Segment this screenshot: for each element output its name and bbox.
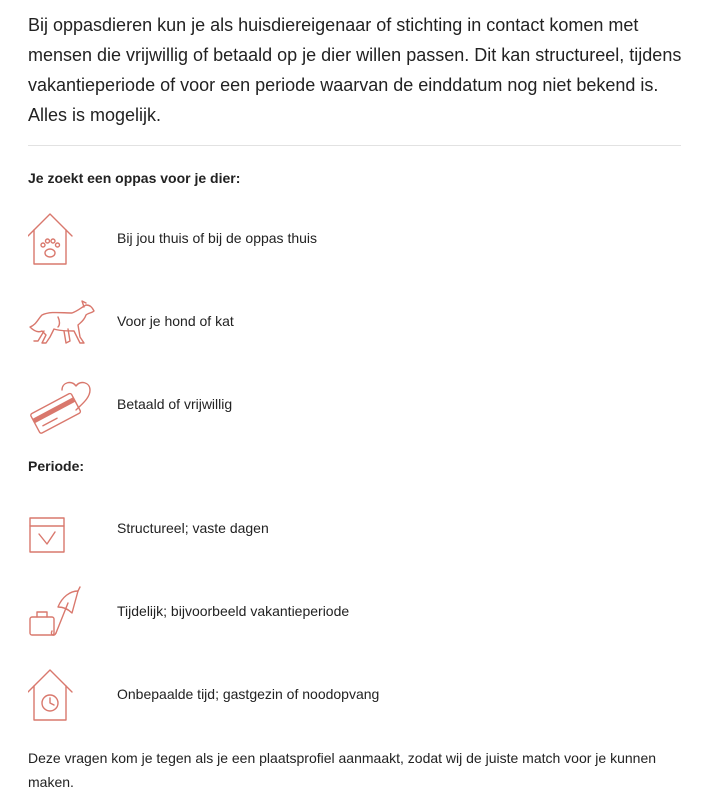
footer-text: Deze vragen kom je tegen als je een plaatsprofiel aanmaakt, zodat wij de juiste match voor je kunnen maken. bbox=[28, 750, 657, 790]
house-paw-icon bbox=[28, 208, 98, 268]
list-item-label: Onbepaalde tijd; gastgezin of noodopvang bbox=[117, 686, 380, 702]
calendar-check-icon bbox=[28, 498, 98, 558]
list-item-label: Betaald of vrijwillig bbox=[117, 396, 233, 412]
divider bbox=[28, 145, 681, 146]
search-heading: Je zoekt een oppas voor je dier: bbox=[28, 170, 241, 186]
period-heading: Periode: bbox=[28, 458, 85, 474]
card-heart-icon bbox=[28, 374, 98, 434]
list-item-label: Bij jou thuis of bij de oppas thuis bbox=[117, 230, 318, 246]
list-item-label: Voor je hond of kat bbox=[117, 313, 234, 329]
list-item-label: Structureel; vaste dagen bbox=[117, 520, 269, 536]
list-item bbox=[28, 664, 668, 724]
list-item bbox=[28, 581, 668, 641]
dog-icon bbox=[28, 291, 98, 351]
suitcase-umbrella-icon bbox=[28, 581, 98, 641]
list-item bbox=[28, 498, 668, 558]
list-item bbox=[28, 374, 668, 434]
list-item bbox=[28, 291, 668, 351]
house-clock-icon bbox=[28, 664, 98, 724]
list-item bbox=[28, 208, 668, 268]
intro-text: Bij oppasdieren kun je als huisdiereigenaar of stichting in contact komen met mensen die vrijwillig of betaald op je dier willen passen. Dit kan structureel, tijdens vakantieperiode of voor een periode waarvan de einddatum nog niet bekend is. Alles is mogelijk. bbox=[28, 15, 682, 125]
list-item-label: Tijdelijk; bijvoorbeeld vakantieperiode bbox=[117, 603, 350, 619]
